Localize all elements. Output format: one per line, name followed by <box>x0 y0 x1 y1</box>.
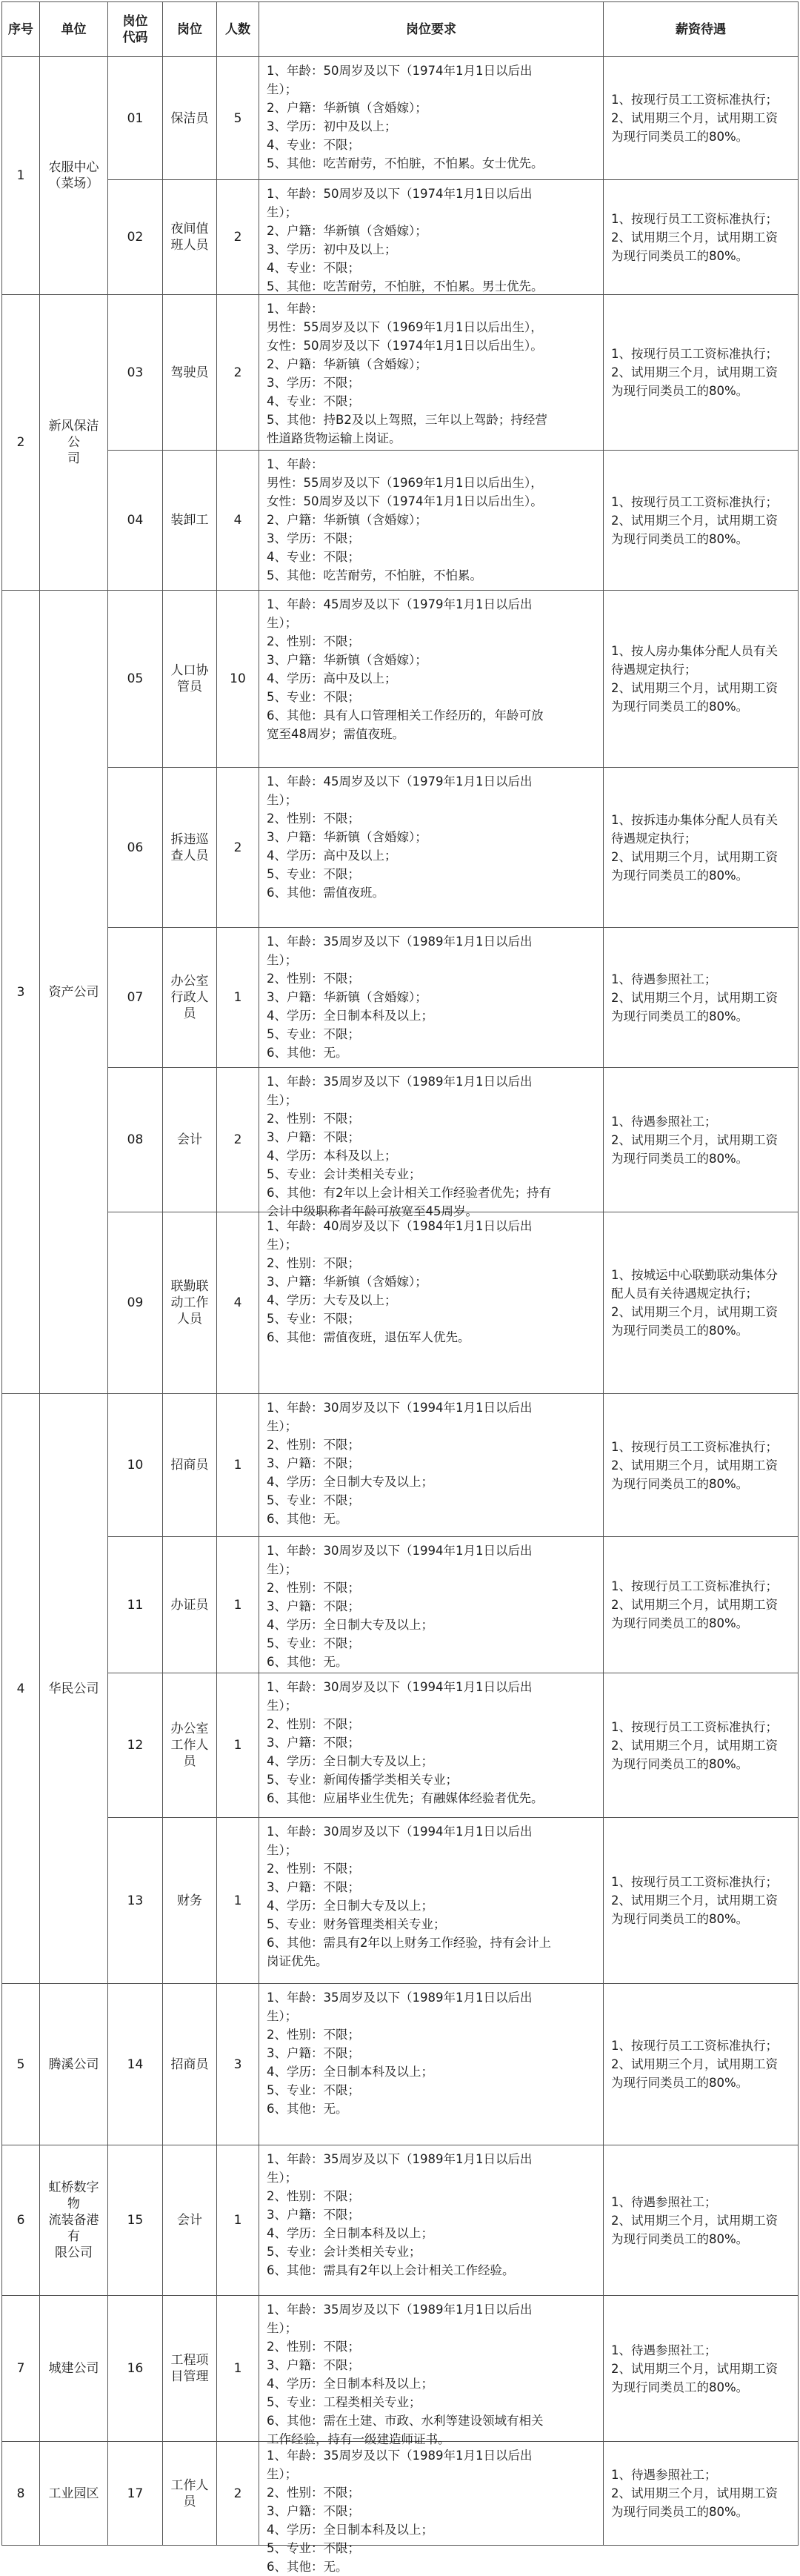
headcount-text: 5 <box>233 110 242 126</box>
header-unit <box>40 1 108 57</box>
post-code-text: 09 <box>127 1295 144 1310</box>
post-name-text: 拆违巡 查人员 <box>170 831 209 863</box>
salary-text: 1、按现行员工工资标准执行； 2、试用期三个月，试用期工资 为现行同类员工的80%。 <box>611 1439 778 1491</box>
group-seq-text: 4 <box>16 1681 25 1696</box>
headcount <box>217 1068 259 1212</box>
header-unit-text: 单位 <box>61 21 87 37</box>
salary <box>604 451 799 591</box>
salary <box>604 928 799 1068</box>
salary-text: 1、按现行员工工资标准执行； 2、试用期三个月，试用期工资 为现行同类员工的80%。 <box>611 1719 778 1771</box>
group-seq-text: 8 <box>16 2486 25 2501</box>
group-seq <box>1 591 40 1394</box>
post-name-text: 驾驶员 <box>170 365 209 380</box>
salary <box>604 2442 799 2546</box>
header-seq-text: 序号 <box>8 21 33 37</box>
post-name <box>163 1537 217 1673</box>
requirements: 1、年龄：35周岁及以下（1989年1月1日以后出 生）； 2、性别：不限； 3、户籍：华新镇（含婚嫁）； 4、学历：全日制本科及以上； 5、专业：不限； 6、其他：无。 <box>259 928 604 1068</box>
group-seq <box>1 295 40 591</box>
headcount <box>217 57 259 180</box>
salary <box>604 1394 799 1537</box>
header-seq <box>1 1 40 57</box>
group-seq <box>1 57 40 295</box>
post-code-text: 10 <box>127 1458 144 1473</box>
post-code <box>108 1673 163 1818</box>
requirements: 1、年龄：40周岁及以下（1984年1月1日以后出 生）； 2、性别：不限； 3、户籍：华新镇（含婚嫁）； 4、学历：大专及以上； 5、专业：不限； 6、其他：需值夜班，退伍军人优先。 <box>259 1212 604 1394</box>
salary-text: 1、按现行员工工资标准执行； 2、试用期三个月，试用期工资 为现行同类员工的80%。 <box>611 1579 778 1630</box>
headcount-text: 1 <box>233 1597 242 1613</box>
salary <box>604 1984 799 2145</box>
post-name-text: 招商员 <box>170 2057 209 2072</box>
headcount <box>217 768 259 928</box>
salary-text: 1、待遇参照社工； 2、试用期三个月，试用期工资 为现行同类员工的80%。 <box>611 972 778 1023</box>
headcount-text: 1 <box>233 1458 242 1473</box>
headcount <box>217 1394 259 1537</box>
salary-text: 1、按现行员工工资标准执行； 2、试用期三个月，试用期工资 为现行同类员工的80%。 <box>611 211 778 263</box>
header-post <box>163 1 217 57</box>
group-seq-text: 3 <box>16 984 25 1000</box>
headcount <box>217 295 259 451</box>
post-code-text: 14 <box>127 2057 144 2072</box>
salary <box>604 1537 799 1673</box>
headcount <box>217 1212 259 1394</box>
post-code <box>108 1394 163 1537</box>
group-unit <box>40 295 108 591</box>
salary <box>604 591 799 768</box>
salary <box>604 1212 799 1394</box>
salary <box>604 295 799 451</box>
group-unit-text: 新风保洁公 司 <box>48 419 99 466</box>
post-name <box>163 295 217 451</box>
requirements: 1、年龄：35周岁及以下（1989年1月1日以后出 生）； 2、性别：不限； 3、户籍：不限； 4、学历：全日制本科及以上； 5、专业：不限； 6、其他：无。 <box>259 2442 604 2546</box>
post-code-text: 12 <box>127 1738 144 1753</box>
post-code-text: 17 <box>127 2486 144 2501</box>
headcount-text: 4 <box>233 513 242 528</box>
post-code <box>108 768 163 928</box>
post-code-text: 06 <box>127 840 144 855</box>
post-name <box>163 2442 217 2546</box>
salary <box>604 2296 799 2442</box>
post-name <box>163 1068 217 1212</box>
salary-text: 1、按城运中心联勤联动集体分 配人员有关待遇规定执行； 2、试用期三个月，试用期工资 为现行同类员工的80%。 <box>611 1268 778 1338</box>
post-code-text: 03 <box>127 365 144 380</box>
post-name <box>163 768 217 928</box>
group-seq-text: 1 <box>16 168 25 183</box>
headcount-text: 1 <box>233 2213 242 2228</box>
group-seq-text: 6 <box>16 2213 25 2228</box>
salary-text: 1、按现行员工工资标准执行； 2、试用期三个月，试用期工资 为现行同类员工的80%。 <box>611 494 778 546</box>
post-name-text: 装卸工 <box>170 513 209 528</box>
requirements: 1、年龄：30周岁及以下（1994年1月1日以后出 生）； 2、性别：不限； 3、户籍：不限； 4、学历：全日制大专及以上； 5、专业：财务管理类相关专业； 6、其他：需具有2年以上财务工作经验，持有会计上 岗证优先。 <box>259 1818 604 1984</box>
salary <box>604 1673 799 1818</box>
salary <box>604 180 799 295</box>
post-name-text: 办证员 <box>170 1597 209 1613</box>
post-code-text: 02 <box>127 230 144 245</box>
post-code-text: 01 <box>127 110 144 126</box>
post-code-text: 04 <box>127 513 144 528</box>
salary <box>604 1818 799 1984</box>
group-unit-text: 华民公司 <box>48 1681 99 1696</box>
headcount-text: 2 <box>233 365 242 380</box>
group-unit-text: 城建公司 <box>48 2361 99 2376</box>
salary <box>604 768 799 928</box>
post-name-text: 财务 <box>177 1893 202 1908</box>
salary-text: 1、按人房办集体分配人员有关 待遇规定执行； 2、试用期三个月，试用期工资 为现行同类员工的80%。 <box>611 644 778 714</box>
post-name <box>163 1818 217 1984</box>
post-name-text: 工作人 员 <box>170 2477 209 2509</box>
post-name-text: 办公室 工作人 员 <box>170 1722 209 1769</box>
post-name <box>163 2296 217 2442</box>
post-code <box>108 1068 163 1212</box>
post-code-text: 11 <box>127 1597 144 1613</box>
group-unit <box>40 591 108 1394</box>
headcount-text: 4 <box>233 1295 242 1310</box>
requirements: 1、年龄：30周岁及以下（1994年1月1日以后出 生）； 2、性别：不限； 3、户籍：不限； 4、学历：全日制大专及以上； 5、专业：不限； 6、其他：无。 <box>259 1537 604 1673</box>
header-count-text: 人数 <box>225 21 250 37</box>
requirements: 1、年龄：45周岁及以下（1979年1月1日以后出 生）； 2、性别：不限； 3、户籍：华新镇（含婚嫁）； 4、学历：高中及以上； 5、专业：不限； 6、其他：具有人口管理相关工作经历的，年龄可放 宽至48周岁；需值夜班。 <box>259 591 604 768</box>
group-seq <box>1 1394 40 1984</box>
salary-text: 1、按现行员工工资标准执行； 2、试用期三个月，试用期工资 为现行同类员工的80%。 <box>611 93 778 144</box>
headcount-text: 1 <box>233 1893 242 1908</box>
headcount-text: 1 <box>233 990 242 1005</box>
requirements: 1、年龄： 男性：55周岁及以下（1969年1月1日以后出生）， 女性：50周岁及以下（1974年1月1日以后出生）。 2、户籍：华新镇（含婚嫁）； 3、学历：不限； 4、专业：不限； 5、其他：持B2及以上驾照，三年以上驾龄；持经营 性道路货物运输上岗证。 <box>259 295 604 451</box>
requirements: 1、年龄：30周岁及以下（1994年1月1日以后出 生）； 2、性别：不限； 3、户籍：不限； 4、学历：全日制大专及以上； 5、专业：新闻传播学类相关专业； 6、其他：应届毕业生优先；有融媒体经验者优先。 <box>259 1673 604 1818</box>
post-code <box>108 1212 163 1394</box>
post-name <box>163 1394 217 1537</box>
requirements: 1、年龄：30周岁及以下（1994年1月1日以后出 生）； 2、性别：不限； 3、户籍：不限； 4、学历：全日制大专及以上； 5、专业：不限； 6、其他：无。 <box>259 1394 604 1537</box>
post-name <box>163 1212 217 1394</box>
salary-text: 1、待遇参照社工； 2、试用期三个月，试用期工资 为现行同类员工的80%。 <box>611 2468 778 2519</box>
group-seq-text: 5 <box>16 2057 25 2072</box>
group-unit <box>40 57 108 295</box>
headcount <box>217 2442 259 2546</box>
headcount <box>217 928 259 1068</box>
headcount <box>217 591 259 768</box>
post-code-text: 05 <box>127 671 144 686</box>
post-name <box>163 2145 217 2296</box>
salary <box>604 57 799 180</box>
group-unit-text: 工业园区 <box>48 2486 99 2501</box>
post-code <box>108 1818 163 1984</box>
headcount-text: 2 <box>233 2486 242 2501</box>
group-unit <box>40 1984 108 2145</box>
post-code <box>108 180 163 295</box>
headcount-text: 2 <box>233 1132 242 1147</box>
requirements: 1、年龄：50周岁及以下（1974年1月1日以后出 生）； 2、户籍：华新镇（含婚嫁）； 3、学历：初中及以上； 4、专业：不限； 5、其他：吃苦耐劳，不怕脏，不怕累。女士优先。 <box>259 57 604 180</box>
post-code <box>108 295 163 451</box>
group-seq <box>1 2296 40 2442</box>
requirements: 1、年龄：35周岁及以下（1989年1月1日以后出 生）； 2、性别：不限； 3、户籍：不限； 4、学历：本科及以上； 5、专业：会计类相关专业； 6、其他：有2年以上会计相关工作经验者优先；持有 会计中级职称者年龄可放宽至45周岁。 <box>259 1068 604 1212</box>
post-name <box>163 1984 217 2145</box>
post-code <box>108 1984 163 2145</box>
post-name <box>163 451 217 591</box>
salary-text: 1、按现行员工工资标准执行； 2、试用期三个月，试用期工资 为现行同类员工的80%。 <box>611 1875 778 1926</box>
header-pay <box>604 1 799 57</box>
salary-text: 1、按现行员工工资标准执行； 2、试用期三个月，试用期工资 为现行同类员工的80%。 <box>611 2039 778 2090</box>
headcount-text: 3 <box>233 2057 242 2072</box>
group-unit <box>40 2296 108 2442</box>
group-unit <box>40 1394 108 1984</box>
post-name-text: 夜间值 班人员 <box>170 222 209 253</box>
post-name-text: 联勤联 动工作 人员 <box>170 1279 209 1327</box>
requirements: 1、年龄：45周岁及以下（1979年1月1日以后出 生）； 2、性别：不限； 3、户籍：华新镇（含婚嫁）； 4、学历：高中及以上； 5、专业：不限； 6、其他：需值夜班。 <box>259 768 604 928</box>
headcount <box>217 451 259 591</box>
headcount <box>217 1537 259 1673</box>
post-code <box>108 928 163 1068</box>
header-pay-text: 薪资待遇 <box>676 21 726 37</box>
headcount <box>217 1984 259 2145</box>
post-code-text: 13 <box>127 1893 144 1908</box>
group-unit-text: 虹桥数字物 流装备港有 限公司 <box>48 2180 99 2260</box>
post-name <box>163 928 217 1068</box>
headcount-text: 2 <box>233 840 242 855</box>
header-post-text: 岗位 <box>177 21 202 37</box>
group-unit-text: 腾溪公司 <box>48 2057 99 2072</box>
headcount-text: 1 <box>233 1738 242 1753</box>
post-code <box>108 2442 163 2546</box>
post-code <box>108 2145 163 2296</box>
headcount <box>217 1818 259 1984</box>
post-name <box>163 591 217 768</box>
post-name-text: 保洁员 <box>170 110 209 126</box>
salary-text: 1、按现行员工工资标准执行； 2、试用期三个月，试用期工资 为现行同类员工的80%。 <box>611 347 778 398</box>
post-code-text: 16 <box>127 2361 144 2376</box>
header-count <box>217 1 259 57</box>
post-code-text: 08 <box>127 1132 144 1147</box>
requirements: 1、年龄：35周岁及以下（1989年1月1日以后出 生）； 2、性别：不限； 3、户籍：不限； 4、学历：全日制本科及以上； 5、专业：会计类相关专业； 6、其他：需具有2年以上会计相关工作经验。 <box>259 2145 604 2296</box>
headcount <box>217 180 259 295</box>
group-unit-text: 资产公司 <box>48 984 99 1000</box>
group-seq <box>1 2145 40 2296</box>
header-code-text: 岗位 代码 <box>122 13 148 45</box>
headcount-text: 10 <box>230 671 246 686</box>
post-name <box>163 1673 217 1818</box>
group-seq-text: 7 <box>16 2361 25 2376</box>
requirements: 1、年龄：35周岁及以下（1989年1月1日以后出 生）； 2、性别：不限； 3、户籍：不限； 4、学历：全日制本科及以上； 5、专业：工程类相关专业； 6、其他：需在土建、市政、水利等建设领域有相关 工作经验，持有一级建造师证书。 <box>259 2296 604 2442</box>
requirements: 1、年龄： 男性：55周岁及以下（1969年1月1日以后出生）， 女性：50周岁及以下（1974年1月1日以后出生）。 2、户籍：华新镇（含婚嫁）； 3、学历：不限； 4、专业：不限； 5、其他：吃苦耐劳，不怕脏，不怕累。 <box>259 451 604 591</box>
group-unit <box>40 2442 108 2546</box>
post-name-text: 会计 <box>177 2213 202 2228</box>
post-name-text: 会计 <box>177 1132 202 1147</box>
salary <box>604 1068 799 1212</box>
group-unit <box>40 2145 108 2296</box>
salary-text: 1、待遇参照社工； 2、试用期三个月，试用期工资 为现行同类员工的80%。 <box>611 2343 778 2394</box>
group-unit-text: 农服中心 （菜场） <box>48 160 99 191</box>
header-req-text: 岗位要求 <box>406 21 456 37</box>
post-code-text: 15 <box>127 2213 144 2228</box>
post-code <box>108 591 163 768</box>
group-seq <box>1 1984 40 2145</box>
headcount <box>217 1673 259 1818</box>
post-code <box>108 451 163 591</box>
post-name <box>163 180 217 295</box>
header-req <box>259 1 604 57</box>
post-code-text: 07 <box>127 990 144 1005</box>
post-name-text: 工程项 目管理 <box>170 2353 209 2384</box>
headcount <box>217 2145 259 2296</box>
post-name-text: 办公室 行政人 员 <box>170 974 209 1021</box>
salary <box>604 2145 799 2296</box>
post-name-text: 人口协 管员 <box>170 663 209 694</box>
post-name <box>163 57 217 180</box>
post-code <box>108 57 163 180</box>
headcount-text: 2 <box>233 230 242 245</box>
salary-text: 1、待遇参照社工； 2、试用期三个月，试用期工资 为现行同类员工的80%。 <box>611 2194 778 2246</box>
post-name-text: 招商员 <box>170 1458 209 1473</box>
group-seq <box>1 2442 40 2546</box>
post-code <box>108 1537 163 1673</box>
requirements: 1、年龄：50周岁及以下（1974年1月1日以后出 生）； 2、户籍：华新镇（含婚嫁）； 3、学历：初中及以上； 4、专业：不限； 5、其他：吃苦耐劳，不怕脏，不怕累。男士优先。 <box>259 180 604 295</box>
salary-text: 1、待遇参照社工； 2、试用期三个月，试用期工资 为现行同类员工的80%。 <box>611 1114 778 1166</box>
salary-text: 1、按拆违办集体分配人员有关 待遇规定执行； 2、试用期三个月，试用期工资 为现行同类员工的80%。 <box>611 812 778 883</box>
headcount <box>217 2296 259 2442</box>
requirements: 1、年龄：35周岁及以下（1989年1月1日以后出 生）； 2、性别：不限； 3、户籍：不限； 4、学历：全日制本科及以上； 5、专业：不限； 6、其他：无。 <box>259 1984 604 2145</box>
headcount-text: 1 <box>233 2361 242 2376</box>
group-seq-text: 2 <box>16 435 25 450</box>
header-code <box>108 1 163 57</box>
post-code <box>108 2296 163 2442</box>
